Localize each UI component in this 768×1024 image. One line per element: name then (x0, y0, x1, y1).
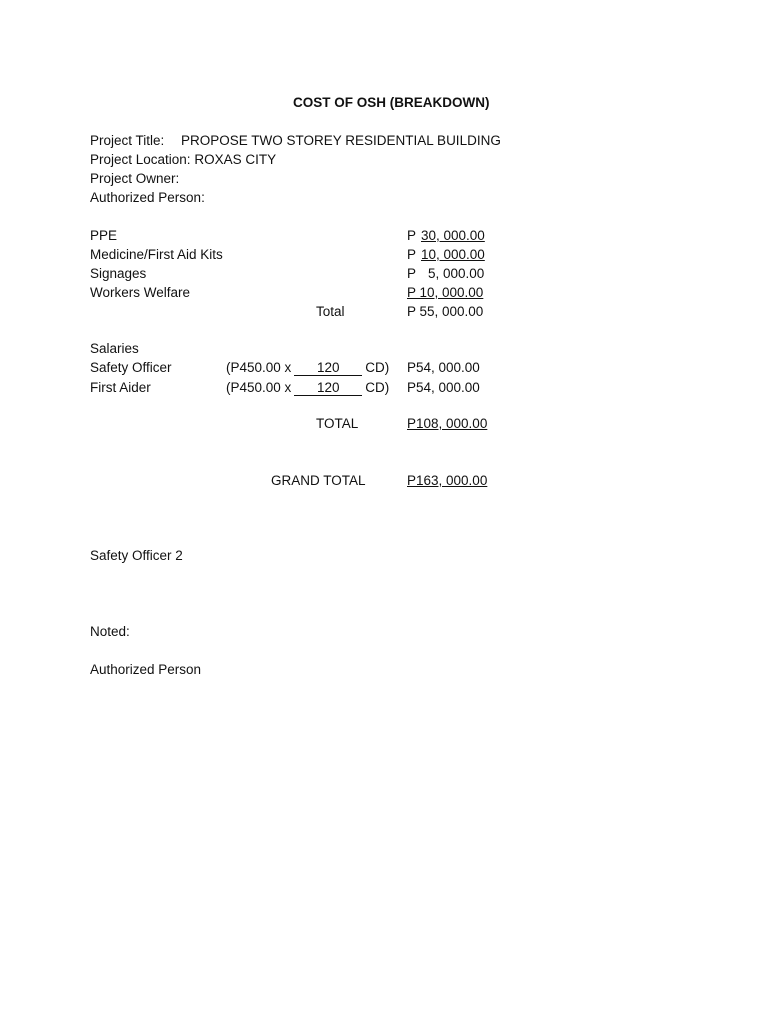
salaries-total-amount: P108, 000.00 (407, 416, 488, 431)
item-label-ppe: PPE (90, 228, 118, 243)
item-currency-medicine: P (407, 247, 417, 262)
days-blank: 120 (294, 361, 362, 376)
salary-rate-safety-officer (226, 360, 389, 376)
days-blank: 120 (294, 381, 362, 396)
item-amount-medicine: 10, 000.00 (421, 247, 485, 262)
salary-rate-first-aider (226, 380, 389, 396)
item-label-signages: Signages (90, 266, 147, 281)
salary-label-safety-officer: Safety Officer (90, 360, 172, 375)
grand-total-label: GRAND TOTAL (271, 473, 366, 488)
grand-total-amount: P163, 000.00 (407, 473, 488, 488)
noted-by-name: Authorized Person (90, 662, 202, 677)
items-total-label: Total (316, 304, 345, 319)
project-title-value: PROPOSE TWO STOREY RESIDENTIAL BUILDING (181, 133, 501, 148)
authorized-person-label: Authorized Person: (90, 190, 205, 205)
item-currency-signages: P (407, 266, 417, 281)
rate-suffix: CD) (365, 380, 390, 395)
signatory-name: Safety Officer 2 (90, 548, 183, 563)
salary-amount-first-aider: P54, 000.00 (407, 380, 480, 395)
salaries-total-label: TOTAL (316, 416, 359, 431)
salary-label-first-aider: First Aider (90, 380, 151, 395)
project-location-value: ROXAS CITY (194, 152, 277, 167)
rate-prefix: (P450.00 x (226, 380, 292, 395)
project-title-label: Project Title: (90, 133, 165, 148)
item-label-medicine: Medicine/First Aid Kits (90, 247, 223, 262)
item-amount-ppe: 30, 000.00 (421, 228, 485, 243)
document-title: COST OF OSH (BREAKDOWN) (293, 95, 490, 110)
noted-label: Noted: (90, 624, 130, 639)
rate-prefix: (P450.00 x (226, 360, 292, 375)
item-label-workers-welfare: Workers Welfare (90, 285, 191, 300)
project-location-label: Project Location: (90, 152, 191, 167)
items-total-amount: P 55, 000.00 (407, 304, 484, 319)
project-location-row (90, 152, 276, 168)
item-currency-ppe: P (407, 228, 417, 243)
salaries-heading: Salaries (90, 341, 139, 356)
rate-suffix: CD) (365, 360, 390, 375)
salary-amount-safety-officer: P54, 000.00 (407, 360, 480, 375)
item-amount-signages: 5, 000.00 (428, 266, 485, 281)
item-amount-workers-welfare: P 10, 000.00 (407, 285, 484, 300)
project-owner-label: Project Owner: (90, 171, 180, 186)
